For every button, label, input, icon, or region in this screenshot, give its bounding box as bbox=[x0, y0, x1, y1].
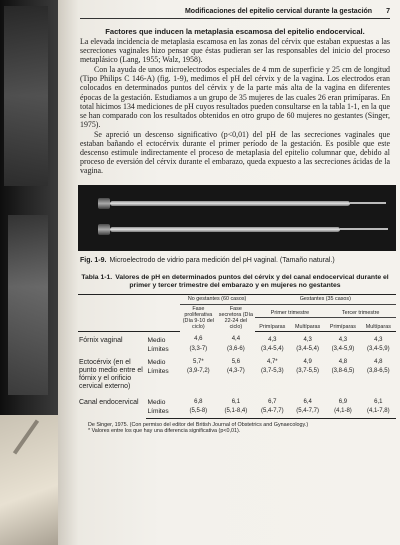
table-number: Tabla 1-1. bbox=[81, 274, 113, 282]
facing-page-text-fragment bbox=[0, 415, 58, 545]
stat-label: Medio bbox=[147, 398, 166, 406]
cell-value: (3,7-5,3) bbox=[260, 367, 284, 374]
running-head-title: Modificaciones del epitelio cervical durante la gestación bbox=[184, 8, 373, 15]
facing-page-photo bbox=[8, 215, 48, 395]
cell-value: 4,3 bbox=[268, 336, 277, 343]
cell-value: (5,5-8) bbox=[180, 407, 218, 419]
site-label: Fórnix vaginal bbox=[79, 336, 123, 344]
ph-values-table bbox=[78, 294, 396, 419]
site-label: Canal endocervical bbox=[79, 398, 139, 406]
cell-value: (4,3-7) bbox=[227, 367, 245, 374]
cell-value: 4,8 bbox=[338, 358, 348, 365]
figure-caption bbox=[80, 257, 390, 264]
facing-page-photo bbox=[4, 6, 48, 186]
cell-value: (3,7-5,5) bbox=[296, 367, 319, 374]
book-page bbox=[58, 0, 400, 545]
stat-label: Medio bbox=[147, 336, 166, 344]
cell-value: 4,7* bbox=[266, 358, 278, 365]
table-significance-note: * Valores entre los que hay una diferencia significativa (p<0,01). bbox=[88, 428, 241, 435]
page-number: 7 bbox=[386, 8, 390, 15]
cell-value: 6,7 bbox=[268, 398, 277, 405]
parity-header: Multíparas bbox=[361, 318, 396, 332]
parity-header: Primíparas bbox=[255, 318, 290, 332]
electrode-glass-tube bbox=[110, 201, 350, 206]
cell-value: 4,4 bbox=[231, 336, 241, 343]
facing-page-edge bbox=[0, 0, 58, 545]
cell-value: (5,4-7,7) bbox=[255, 407, 290, 419]
electrode-glass-tube bbox=[110, 227, 340, 232]
trimester-header: Primer trimestre bbox=[255, 304, 326, 318]
cell-value: 6,4 bbox=[303, 398, 312, 405]
figure-label: Fig. 1-9. bbox=[80, 257, 107, 265]
paragraph: La elevada incidencia de metaplasia escamosa en las zonas del cérvix que estaban expuestas a las secreciones vaginales hizo pensar que éstas pudieran ser las responsables del inicio del proceso metaplásico (Lang, 1955; Walz, 1958). bbox=[80, 37, 390, 65]
electrode-cap bbox=[98, 224, 110, 235]
cell-value: (5,1-8,4) bbox=[217, 407, 255, 419]
cell-value: 4,6 bbox=[194, 336, 203, 343]
cell-value: 4,8 bbox=[374, 358, 383, 365]
electrode-tip bbox=[350, 202, 386, 204]
cell-value: (3,8-6,5) bbox=[331, 367, 355, 374]
cell-value: 5,7* bbox=[193, 358, 204, 365]
cell-value: 6,1 bbox=[374, 398, 383, 405]
figure-caption-text: Microelectrodo de vidrio para medición del pH vaginal. (Tamaño natural.) bbox=[109, 257, 335, 265]
site-label: Ectocérvix (en el punto medio entre el fórnix y el orificio cervical externo) bbox=[79, 358, 143, 390]
group-header: No gestantes (60 casos) bbox=[180, 295, 255, 304]
phase-header: Fase proliferativa (Día 9-10 del ciclo) bbox=[182, 305, 214, 331]
parity-header: Multíparas bbox=[290, 318, 325, 332]
table-source-note: De Singer, 1975. (Con permiso del editor del British Journal of Obstetrics and Gynaecology.) bbox=[88, 421, 309, 428]
cell-value: 5,6 bbox=[231, 358, 241, 365]
cell-value: (3,9-7,2) bbox=[187, 367, 210, 374]
cell-value: (3,4-5,4) bbox=[260, 345, 284, 352]
parity-header: Primíparas bbox=[325, 318, 360, 332]
figure-microelectrode-photo bbox=[78, 185, 396, 251]
cell-value: (3,4-5,9) bbox=[331, 345, 355, 352]
cell-value: 6,9 bbox=[338, 398, 348, 405]
cell-value: (3,4-5,4) bbox=[296, 345, 319, 352]
cell-value: (4,1-8) bbox=[325, 407, 360, 419]
cell-value: 4,9 bbox=[303, 358, 312, 365]
cell-value: 4,3 bbox=[338, 336, 348, 343]
table-title-text: Valores de pH en determinados puntos del cérvix y del canal endocervical durante el primer y tercer trimestre del embarazo y en mujeres no gestantes bbox=[115, 274, 389, 290]
cell-value: (3,8-6,5) bbox=[366, 367, 390, 374]
trimester-header: Tercer trimestre bbox=[325, 304, 396, 318]
section-heading: Factores que inducen la metaplasia escamosa del epitelio endocervical. bbox=[105, 27, 365, 36]
table-row bbox=[78, 354, 396, 367]
running-head bbox=[80, 8, 390, 19]
stat-label: Límites bbox=[147, 345, 169, 353]
cell-value: (3,3-7) bbox=[189, 345, 208, 352]
paragraph: Se apreció un descenso significativo (p<0,01) del pH de las secreciones vaginales que estaban bañando el ectocérvix durante el primer período de la gestación. Es posible que este descenso estimule indirectamente el proceso de metaplasia del epitelio columnar que, debido al proceso de eversión del cérvix durante el embarazo, queda expuesto a las secreciones ácidas de la vagina. bbox=[80, 129, 390, 176]
stat-label: Medio bbox=[147, 358, 166, 366]
cell-value: (5,4-7,7) bbox=[290, 407, 325, 419]
stat-label: Límites bbox=[147, 367, 169, 375]
cell-value: 6,1 bbox=[231, 398, 241, 405]
table-row bbox=[78, 331, 396, 345]
electrode-cap bbox=[98, 198, 110, 209]
cell-value: (4,1-7,8) bbox=[361, 407, 396, 419]
table-title bbox=[80, 274, 390, 290]
cell-value: 4,3 bbox=[303, 336, 312, 343]
cell-value: (3,6-6) bbox=[227, 345, 245, 352]
cell-value: (3,4-5,9) bbox=[366, 345, 390, 352]
cell-value: 6,8 bbox=[194, 398, 203, 405]
table-notes bbox=[88, 422, 390, 435]
table-row bbox=[78, 394, 396, 407]
group-header: Gestantes (35 casos) bbox=[255, 295, 396, 304]
phase-header: Fase secretora (Día 22-24 del ciclo) bbox=[218, 305, 253, 331]
paragraph: Con la ayuda de unos microelectrodos especiales de 4 mm de superficie y 25 cm de longitud (Tipo Philips C 146-A) (fig. 1-9), medimos el pH del cérvix y de la vagina. Los electrodos eran colocados en determinados puntos del cérvix y de la parte más alta de la vagina en diferentes épocas de la gestación. Estudiamos a un grupo de 35 mujeres de las cuales 26 eran primíparas. En total hicimos 134 mediciones de pH cuyos resultados pueden consultarse en la tabla 1-1, en la que se han comparado con los resultados obtenidos en otro grupo de 60 mujeres no gestantes (Singer, 1975). bbox=[80, 65, 390, 129]
cell-value: 4,3 bbox=[374, 336, 383, 343]
stat-label: Límites bbox=[146, 407, 179, 419]
electrode-tip bbox=[340, 228, 388, 230]
